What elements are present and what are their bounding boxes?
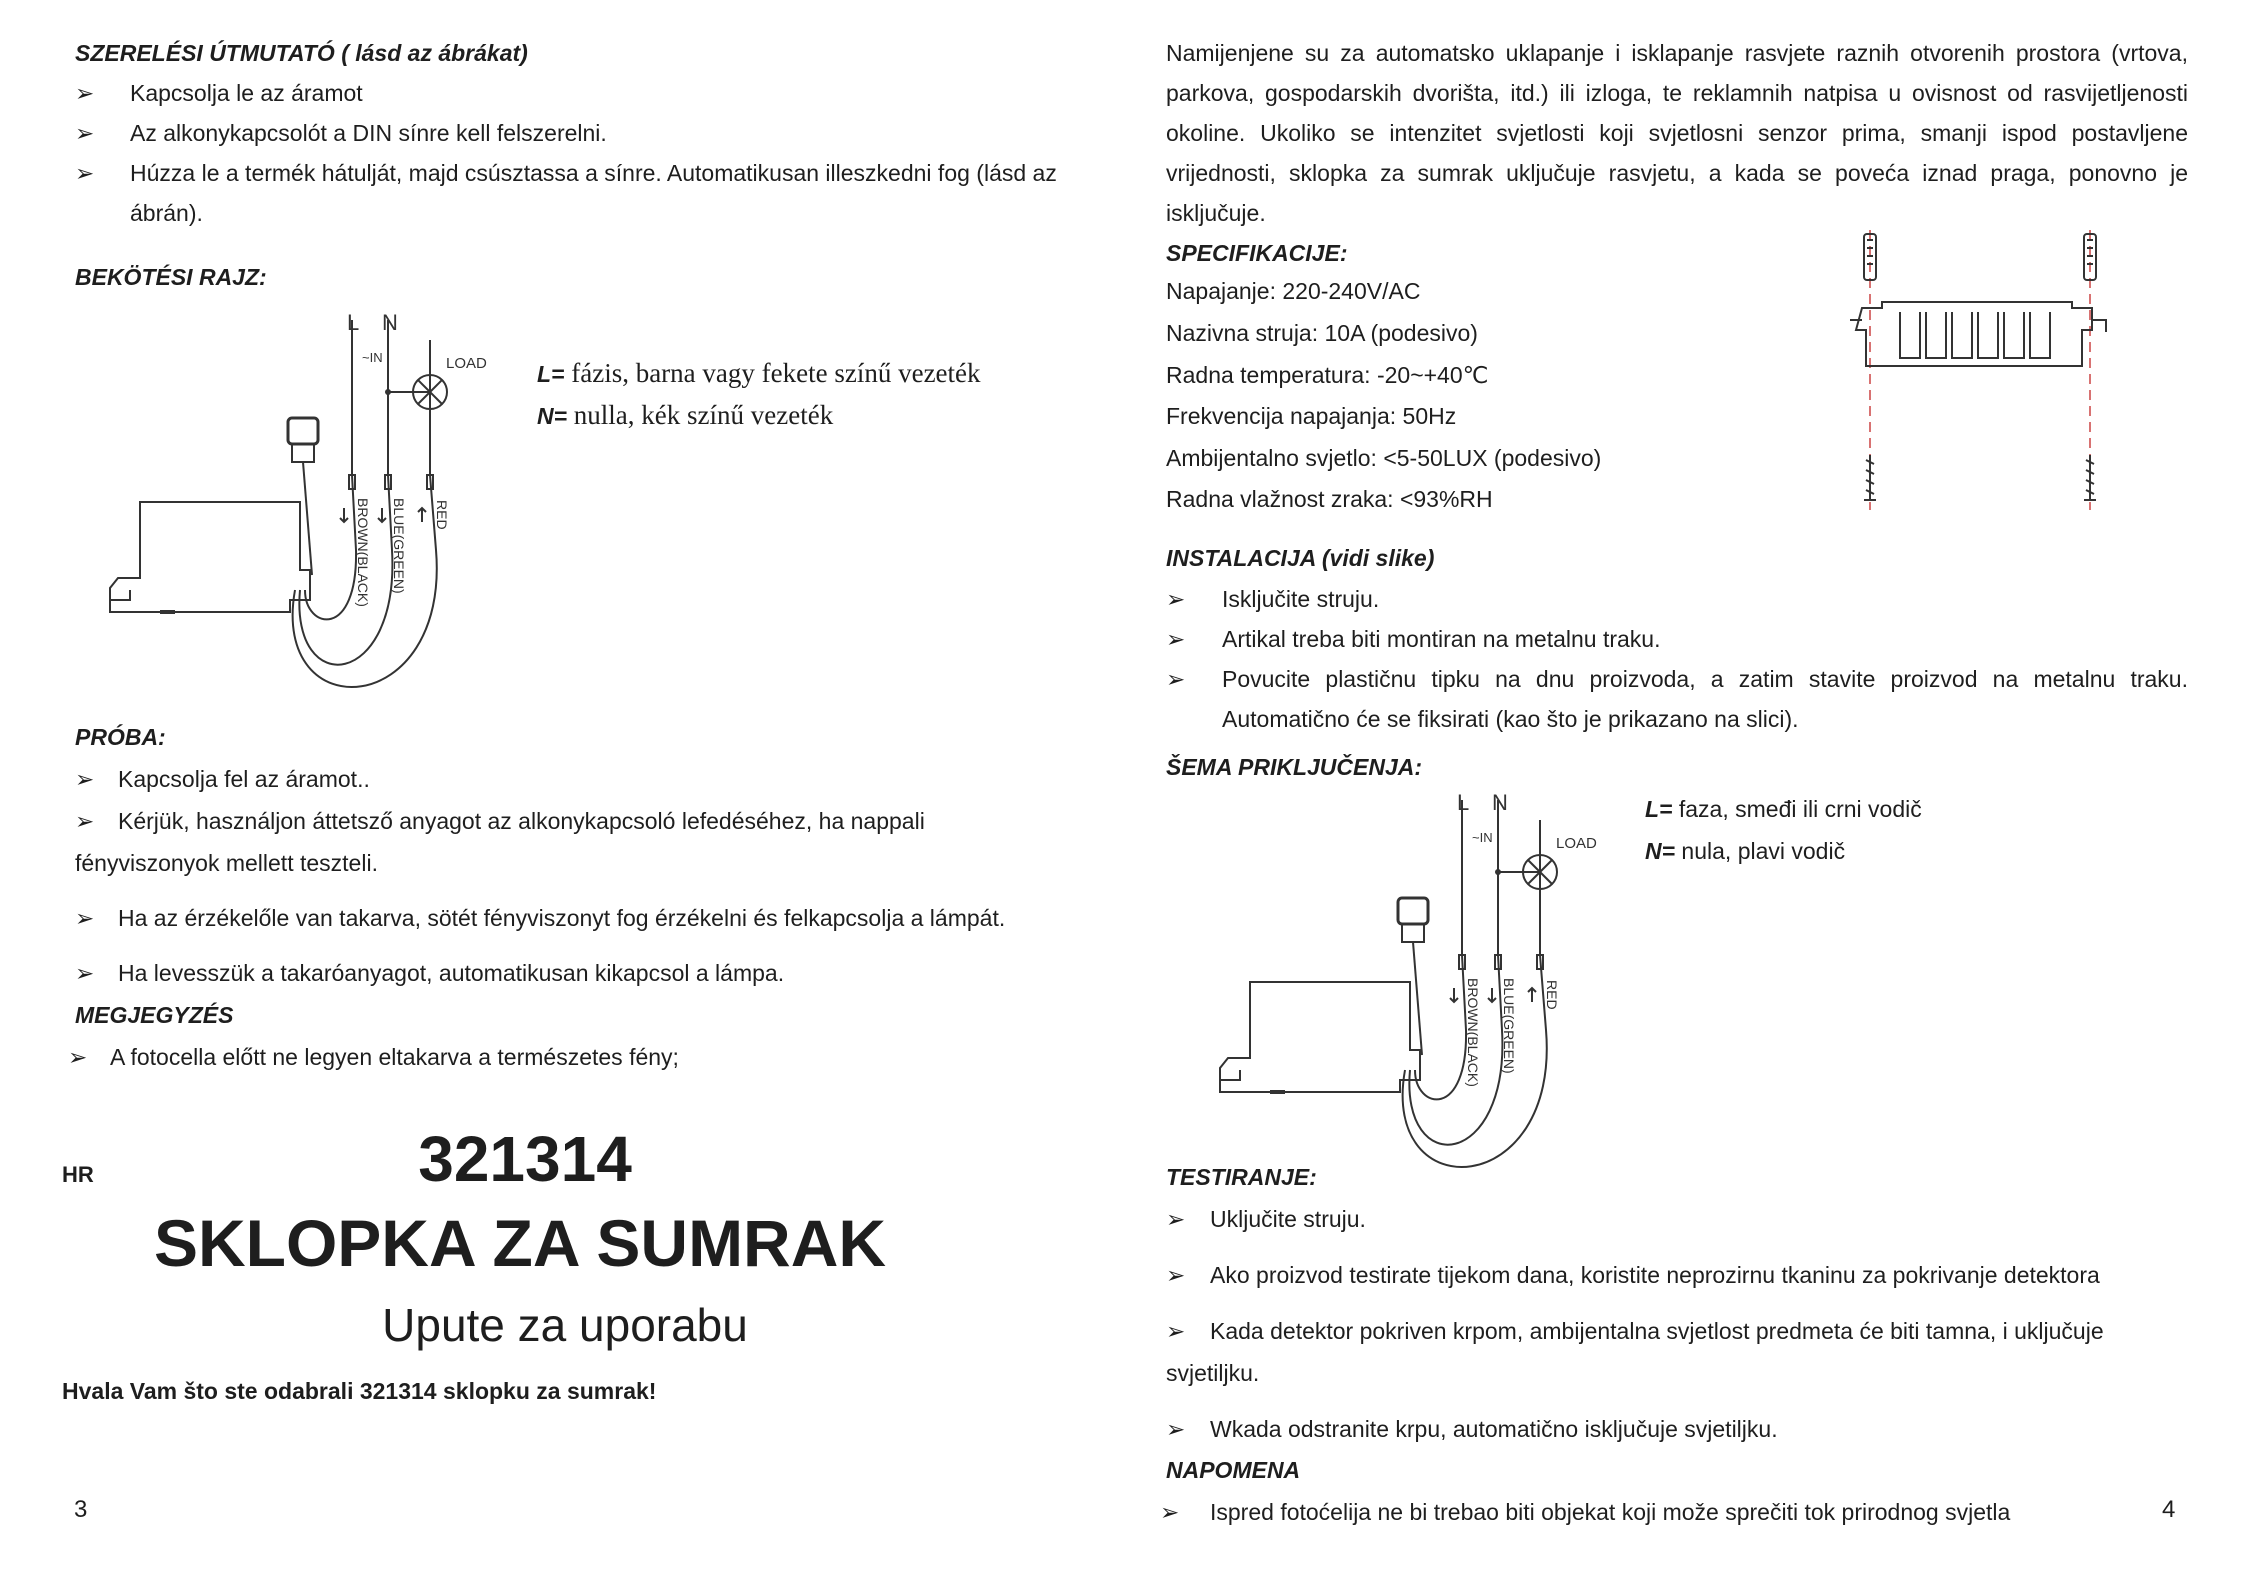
label-l: L [1457,790,1470,815]
thanks-line: Hvala Vam što ste odabrali 321314 sklopku za sumrak! [62,1378,657,1404]
bullet-icon: ➢ [1160,1499,1180,1525]
label-blue: BLUE(GREEN) [391,498,407,594]
install-item-hr-1: Isključite struju. [1222,586,1380,612]
test-item-hr-4: Wkada odstranite krpu, automatično isključuje svjetiljku. [1210,1416,1778,1442]
label-red: RED [1544,980,1560,1010]
test-item-hr-2: Ako proizvod testirate tijekom dana, koristite neprozirnu tkaninu za pokrivanje detektora [1210,1262,2100,1288]
bullet-icon: ➢ [75,80,95,106]
product-title: SKLOPKA ZA SUMRAK [153,1206,887,1280]
legend-n-hu: N= nulla, kék színű vezeték [537,400,834,430]
bullet-icon: ➢ [1166,1416,1186,1442]
bullet-icon: ➢ [75,766,95,792]
bullet-icon: ➢ [68,1044,88,1070]
test-item-hu-2: Kérjük, használjon áttetsző anyagot az alkonykapcsoló lefedéséhez, ha nappali [118,808,925,834]
test-item-hu-4: Ha levesszük a takaróanyagot, automatikusan kikapcsol a lámpa. [118,960,785,986]
bullet-icon: ➢ [1166,1318,1186,1344]
spec-item: Napajanje: 220-240V/AC [1166,278,1421,304]
install-item-hr-3: Povucite plastičnu tipku na dnu proizvoda, a zatim stavite proizvod na metalnu traku. [1222,666,2188,692]
wiring-diagram-hu [100,300,520,715]
spec-item: Nazivna struja: 10A (podesivo) [1166,320,1478,346]
spec-item: Radna temperatura: -20~+40℃ [1166,362,1489,388]
bullet-icon: ➢ [1166,586,1186,612]
label-in: ~IN [1472,830,1493,845]
note-heading-hu: MEGJEGYZÉS [75,1002,234,1028]
lang-code: HR [62,1162,94,1187]
spec-item: Ambijentalno svjetlo: <5-50LUX (podesivo) [1166,445,1602,471]
legend-n-hr: N= nula, plavi vodič [1645,838,1846,864]
test-heading-hu: PRÓBA: [75,724,166,750]
legend-l-hu: L= fázis, barna vagy fekete színű vezeték [537,358,981,388]
install-item-hr-2: Artikal treba biti montiran na metalnu traku. [1222,626,1661,652]
test-item-hr-3-cont: svjetiljku. [1166,1360,1260,1386]
bullet-icon: ➢ [1166,1262,1186,1288]
intro-line-5: isključuje. [1166,200,1266,226]
install-item-hr-3-cont: Automatično će se fiksirati (kao što je prikazano na slici). [1222,706,1799,732]
test-heading-hr: TESTIRANJE: [1166,1164,1317,1190]
spec-item: Frekvencija napajanja: 50Hz [1166,403,1457,429]
wiring-heading-hu: BEKÖTÉSI RAJZ: [75,264,267,290]
test-item-hr-1: Uključite struju. [1210,1206,1366,1232]
install-item-hu-1: Kapcsolja le az áramot [130,80,363,106]
intro-line-1: Namijenjene su za automatsko uklapanje i isklapanje rasvjete raznih otvorenih prostora (vrtova, [1166,40,2188,66]
bullet-icon: ➢ [75,120,95,146]
note-item-hr: Ispred fotoćelija ne bi trebao biti objekat koji može sprečiti tok prirodnog svjetla [1210,1499,2011,1525]
wiring-heading-hr: ŠEMA PRIKLJUČENJA: [1166,754,1423,780]
page-number-right: 4 [2162,1496,2176,1523]
wiring-diagram-hr [1210,780,1630,1195]
test-item-hu-3: Ha az érzékelőle van takarva, sötét fényviszonyt fog érzékelni és felkapcsolja a lámpát. [118,905,1006,931]
test-item-hr-3: Kada detektor pokriven krpom, ambijentalna svjetlost predmeta će biti tamna, i uključuje [1210,1318,2104,1344]
bullet-icon: ➢ [75,960,95,986]
label-blue: BLUE(GREEN) [1501,978,1517,1074]
mounting-illustration [1840,220,2120,520]
label-brown: BROWN(BLACK) [1465,978,1481,1087]
bullet-icon: ➢ [75,905,95,931]
legend-l-hr: L= faza, smeđi ili crni vodič [1645,796,1922,822]
label-red: RED [434,500,450,530]
install-item-hu-3-cont: ábrán). [130,200,203,226]
spec-heading: SPECIFIKACIJE: [1166,240,1348,266]
intro-line-4: vrijednosti, sklopka za sumrak uključuje rasvjetu, a kada se poveća iznad praga, ponovno je [1166,160,2188,186]
bullet-icon: ➢ [75,808,95,834]
page-number-left: 3 [74,1496,88,1523]
bullet-icon: ➢ [1166,1206,1186,1232]
label-n: N [1492,790,1508,815]
label-l: L [347,310,360,335]
label-brown: BROWN(BLACK) [355,498,371,607]
note-item-hu: A fotocella előtt ne legyen eltakarva a természetes fény; [110,1044,679,1070]
product-code: 321314 [418,1123,632,1195]
subtitle: Upute za uporabu [382,1299,748,1351]
install-item-hu-2: Az alkonykapcsolót a DIN sínre kell felszerelni. [130,120,607,146]
intro-line-2: parkova, gospodarskih dvorišta, itd.) ili izloga, te reklamnih natpisa u ovisnost od rasvijetljenosti [1166,80,2188,106]
test-item-hu-1: Kapcsolja fel az áramot.. [118,766,370,792]
spec-item: Radna vlažnost zraka: <93%RH [1166,486,1493,512]
bullet-icon: ➢ [1166,666,1186,692]
note-heading-hr: NAPOMENA [1166,1457,1301,1483]
bullet-icon: ➢ [75,160,95,186]
label-load: LOAD [446,355,487,372]
label-in: ~IN [362,350,383,365]
intro-line-3: okoline. Ukoliko se intenzitet svjetlosti koji svjetlosni senzor prima, smanji ispod postavljene [1166,120,2188,146]
bullet-icon: ➢ [1166,626,1186,652]
install-heading-hu: SZERELÉSI ÚTMUTATÓ ( lásd az ábrákat) [75,40,528,66]
label-n: N [382,310,398,335]
install-heading-hr: INSTALACIJA (vidi slike) [1166,545,1435,571]
install-item-hu-3: Húzza le a termék hátulját, majd csúsztassa a sínre. Automatikusan illeszkedni fog (lásd az [130,160,1057,186]
test-item-hu-2-cont: fényviszonyok mellett teszteli. [75,850,378,876]
label-load: LOAD [1556,835,1597,852]
